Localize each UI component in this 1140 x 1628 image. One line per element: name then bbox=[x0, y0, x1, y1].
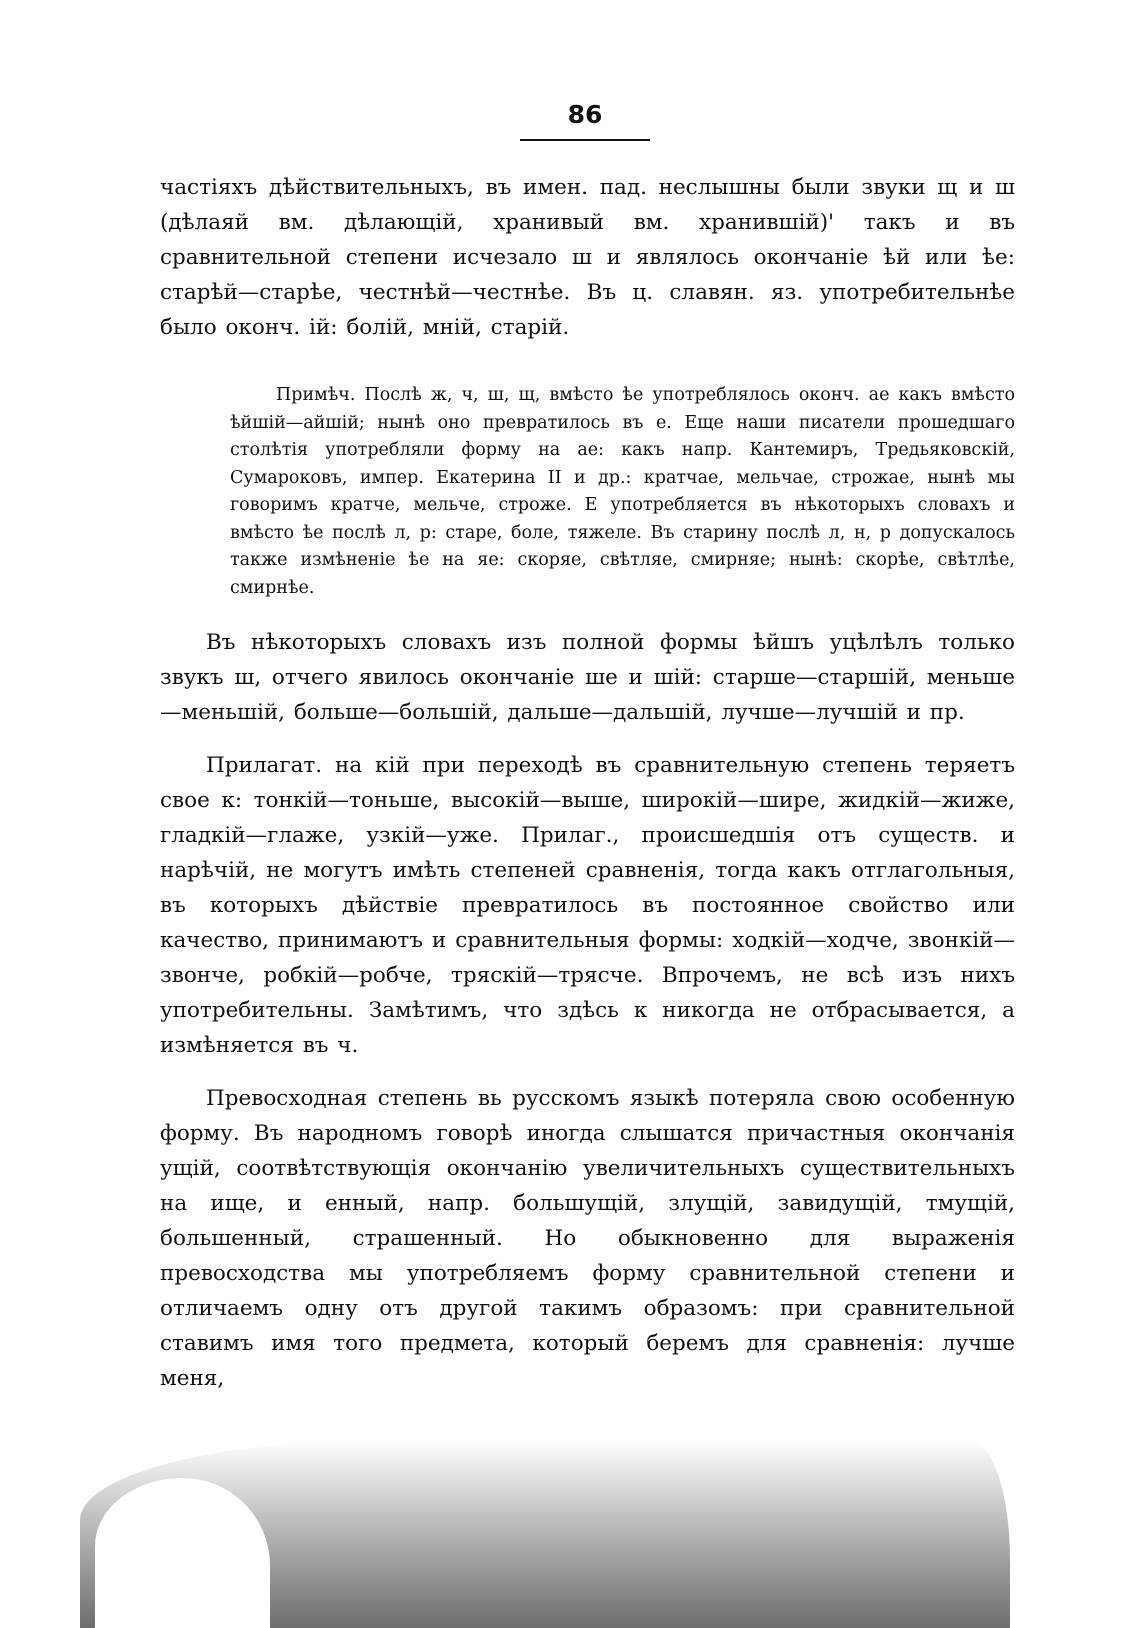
paragraph-2: Въ нѣкоторыхъ словахъ изъ полной формы ѣйшъ уцѣлѣлъ только звукъ ш, отчего явилось окончаніе ше и шій: старше—старшій, меньше—меньшій, больше—большій, дальше—дальшій, лучше—лучшій и пр. bbox=[160, 630, 1015, 725]
page-number-rule bbox=[520, 139, 650, 141]
text-block-2 bbox=[160, 625, 1015, 1396]
paragraph-4: Превосходная степень вь русскомъ языкѣ потеряла свою особенную форму. Въ народномъ говорѣ иногда слышатся причастныя окончанія ущій, соотвѣтствующія окончанію увеличительныхъ существительныхъ на ище, и енный, напр. большущій, злущій, завидущій, тмущій, большенный, страшенный. Но обыкновенно для выраженія превосходства мы употребляемъ форму сравнительной степени и отличаемъ одну отъ другой такимъ образомъ: при сравнительной ставимъ имя того предмета, который беремъ для сравненія: лучше меня, bbox=[160, 1086, 1015, 1391]
paragraph-1: частіяхъ дѣйствительныхъ, въ имен. пад. неслышны были звуки щ и ш (дѣлаяй вм. дѣлающій, хранивый вм. хранившій)' такъ и въ сравнительной степени исчезало ш и являлось окончаніе ѣй или ѣе: старѣй—старѣе, честнѣй—честнѣе. Въ ц. славян. яз. употребительнѣе было оконч. ій: болій, мній, старій. bbox=[160, 175, 1015, 340]
paragraph-3: Прилагат. на кій при переходѣ въ сравнительную степень теряетъ свое к: тонкій—тоньше, высокій—выше, широкій—шире, жидкій—жиже, гладкій—глаже, узкій—уже. Прилаг., происшедшія отъ существ. и нарѣчій, не могутъ имѣть степеней сравненія, тогда какъ отглагольныя, въ которыхъ дѣйствіе превратилось въ постоянное свойство или качество, принимаютъ и сравнительныя формы: ходкій—ходче, звонкій—звонче, робкій—робче, тряскій—трясче. Впрочемъ, не всѣ изъ нихъ употребительны. Замѣтимъ, что здѣсь к никогда не отбрасывается, а измѣняется въ ч. bbox=[160, 753, 1015, 1058]
page-number: 86 bbox=[567, 100, 603, 129]
right-margin bbox=[1015, 1440, 1140, 1628]
text-block-1 bbox=[160, 170, 1015, 345]
footnote: Примѣч. Послѣ ж, ч, ш, щ, вмѣсто ѣе употреблялось оконч. ае какъ вмѣсто ѣйшій—айшій; нынѣ оно превратилось въ е. Еще наши писатели прошедшаго столѣтія употребляли форму на ае: какъ напр. Кантемиръ, Тредьяковскій, Сумароковъ, импер. Екатерина II и др.: кратчае, мельчае, строжае, нынѣ мы говоримъ кратче, мельче, строже. Е употребляется въ нѣкоторыхъ словахъ и вмѣсто ѣе послѣ л, р: старе, боле, тяжеле. Въ старину послѣ л, н, р допускалось также измѣненіе ѣе на яе: скоряе, свѣтляе, смирняе; нынѣ: скорѣе, свѣтлѣе, смирнѣе. bbox=[230, 385, 1015, 598]
